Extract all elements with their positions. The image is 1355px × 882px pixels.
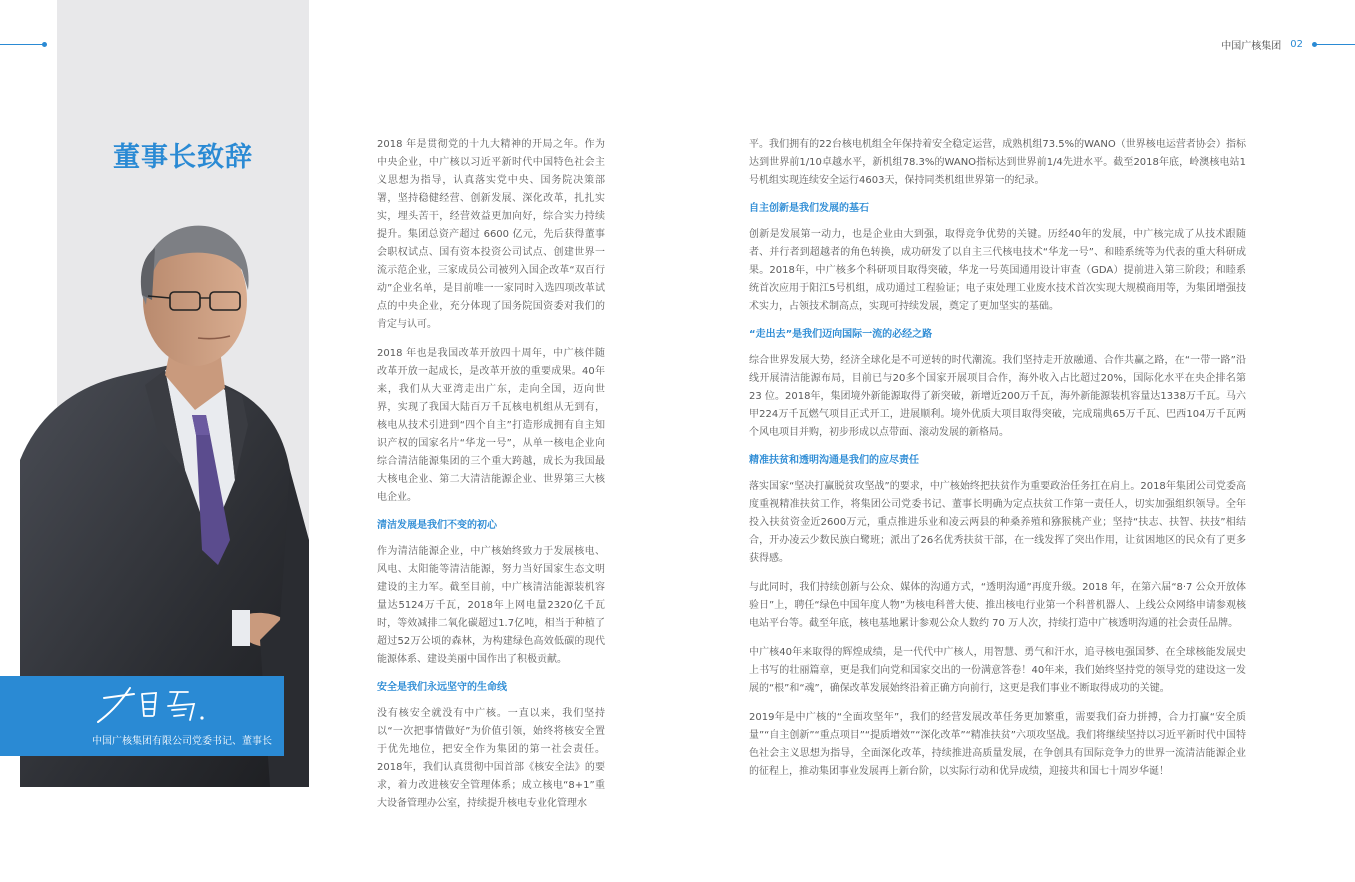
paragraph: 作为清洁能源企业，中广核始终致力于发展核电、风电、太阳能等清洁能源，努力当好国家生态文明建设的主力军。截至目前，中广核清洁能源装机容量达5124万千瓦，2018年上网电量2320亿千瓦时，等效减排二氧化碳超过1.7亿吨，相当于种植了超过52万公顷的森林，为构建绿色高效低碳的现代能源体系、建设美丽中国作出了积极贡献。 bbox=[377, 546, 605, 665]
header-right bbox=[1221, 37, 1355, 51]
handwritten-signature bbox=[90, 682, 220, 728]
header-rule-right bbox=[1315, 44, 1355, 45]
paragraph: 中广核40年来取得的辉煌成绩，是一代代中广核人，用智慧、勇气和汗水，追寻核电强国梦、在全球核能发展史上书写的壮丽篇章，更是我们向党和国家交出的一份满意答卷！40年来，我们始终坚持党的领导党的建设这一发展的“根”和“魂”，确保改革发展始终沿着正确方向前行，这更是我们事业不断取得成功的关键。 bbox=[749, 647, 1246, 694]
paragraph: 与此同时，我们持续创新与公众、媒体的沟通方式，“透明沟通”再度升级。2018 年，在第六届“8·7 公众开放体验日”上，聘任“绿色中国年度人物”为核电科普大使、推出核电行业第一个科普机器人、上线公众网络申请参观核电站平台等。截至年底，核电基地累计参观公众人数约 70 万人次，持续打造中广核透明沟通的社会责任品牌。 bbox=[749, 582, 1246, 629]
paragraph: 综合世界发展大势，经济全球化是不可逆转的时代潮流。我们坚持走开放融通、合作共赢之路，在“一带一路”沿线开展清洁能源布局，目前已与20多个国家开展项目合作，海外收入占比超过20%，国际化水平在央企排名第23 位。2018年，集团境外新能源取得了新突破，新增近200万千瓦，海外新能源装机容量达1338万千瓦。马六甲224万千瓦燃气项目正式开工，进展顺利。境外优质大项目取得突破，完成瑞典65万千瓦、巴西104万千瓦两个风电项目并购，初步形成以点带面、滚动发展的新格局。 bbox=[749, 355, 1246, 438]
paragraph: 平。我们拥有的22台核电机组全年保持着安全稳定运营，成熟机组73.5%的WANO（世界核电运营者协会）指标达到世界前1/10卓越水平，新机组78.3%的WANO指标达到世界前1/4先进水平。截至2018年底，岭澳核电站1号机组实现连续安全运行4603天，保持同类机组世界第一的纪录。 bbox=[749, 139, 1246, 186]
body-column-right bbox=[749, 136, 1246, 792]
paragraph: 2019年是中广核的“全面攻坚年”，我们的经营发展改革任务更加繁重，需要我们奋力拼搏，合力打赢“安全质量”“自主创新”“重点项目”“提质增效”“深化改革”“精准扶贫”六项攻坚战。我们将继续坚持以习近平新时代中国特色社会主义思想为指导，全面深化改革，持续推进高质量发展，在争创具有国际竞争力的世界一流清洁能源企业的征程上，推动集团事业发展再上新台阶，以实际行动和优异成绩，迎接共和国七十周岁华诞！ bbox=[749, 712, 1246, 777]
signature-caption: 中国广核集团有限公司党委书记、董事长 bbox=[92, 736, 272, 747]
section-heading: 清洁发展是我们不变的初心 bbox=[377, 520, 497, 531]
page-number-right: 02 bbox=[1290, 38, 1303, 50]
company-name: 中国广核集团 bbox=[1221, 40, 1282, 52]
paragraph: 2018 年是贯彻党的十九大精神的开局之年。作为中央企业，中广核以习近平新时代中国特色社会主义思想为指导，认真落实党中央、国务院决策部署，坚持稳健经营、创新发展、深化改革，扎扎实实，埋头苦干，经营效益更加向好，综合实力持续提升。集团总资产超过 6600 亿元，先后获得董事会职权试点、国有资本投资公司试点、创建世界一流示范企业，三家成员公司被列入国企改革“双百行动”企业名单，是目前唯一一家同时入选四项改革试点的中央企业，充分体现了国务院国资委对我们的肯定与认可。 bbox=[377, 139, 605, 330]
section-heading: 精准扶贫和透明沟通是我们的应尽责任 bbox=[749, 455, 919, 466]
section-heading: “走出去”是我们迈向国际一流的必经之路 bbox=[749, 329, 933, 340]
paragraph: 落实国家“坚决打赢脱贫攻坚战”的要求，中广核始终把扶贫作为重要政治任务扛在肩上。2018年集团公司党委高度重视精准扶贫工作，将集团公司党委书记、董事长明确为定点扶贫工作第一责任人，切实加强组织领导。全年投入扶贫资金近2600万元，重点推进乐业和凌云两县的种桑养殖和猕猴桃产业；坚持“扶志、扶智、扶技”相结合，开办凌云少数民族白鹭班；派出了26名优秀扶贫干部，在一线发挥了突出作用，让贫困地区的民众有了更多获得感。 bbox=[749, 481, 1246, 564]
paragraph: 创新是发展第一动力，也是企业由大到强，取得竞争优势的关键。历经40年的发展，中广核完成了从技术跟随者、并行者到超越者的角色转换，成功研发了以自主三代核电技术“华龙一号”、和睦系统等为代表的重大科研成果。2018年，中广核多个科研项目取得突破，华龙一号英国通用设计审查（GDA）提前进入第三阶段；和睦系统首次应用于阳江5号机组，成功通过工程验证；电子束处理工业废水技术首次实现大规模商用等，为集团增强技术实力，占领技术制高点，实现可持续发展，奠定了更加坚实的基础。 bbox=[749, 229, 1246, 312]
body-column-middle bbox=[377, 136, 605, 824]
section-heading: 自主创新是我们发展的基石 bbox=[749, 203, 869, 214]
section-heading: 安全是我们永远坚守的生命线 bbox=[377, 682, 507, 693]
header-rule-left bbox=[0, 44, 44, 45]
page-title: 董事长致辞 bbox=[113, 142, 253, 173]
paragraph: 2018 年也是我国改革开放四十周年，中广核伴随改革开放一起成长，是改革开放的重要成果。40年来，我们从大亚湾走出广东，走向全国，迈向世界，实现了我国大陆百万千瓦核电机组从无到有，核电从技术引进到“四个自主”打造形成拥有自主知识产权的国家名片“华龙一号”，从单一核电企业向综合清洁能源集团的三个重大跨越，成长为我国最大核电企业、第二大清洁能源企业、世界第三大核电企业。 bbox=[377, 348, 605, 503]
paragraph: 没有核安全就没有中广核。一直以来，我们坚持以“一次把事情做好”为价值引领，始终将核安全置于优先地位，把安全作为集团的第一社会责任。2018年，我们认真贯彻中国首部《核安全法》的要求，着力改进核安全管理体系；成立核电“8+1”重大设备管理办公室，持续提升核电专业化管理水 bbox=[377, 708, 605, 809]
